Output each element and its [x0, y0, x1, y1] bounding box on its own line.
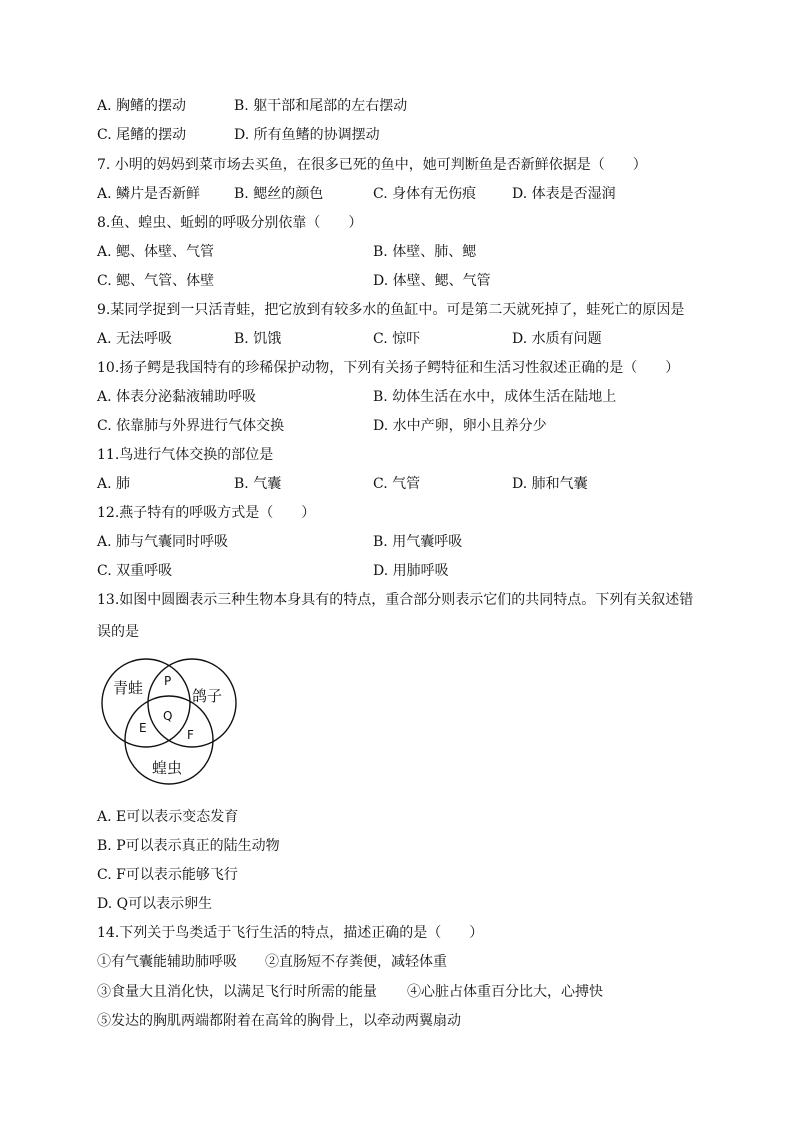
q12-option-d: D. 用肺呼吸 [373, 563, 449, 579]
venn-label-f: F [187, 728, 194, 742]
q7-option-d: D. 体表是否湿润 [512, 186, 616, 202]
q8-stem: 8.鱼、蝗虫、蚯蚓的呼吸分别依靠（ ） [97, 215, 363, 231]
q8-option-a: A. 鳃、体壁、气管 [97, 244, 215, 260]
q12-option-a: A. 肺与气囊同时呼吸 [97, 534, 229, 550]
q14-item-1: ①有气囊能辅助肺呼吸 [97, 954, 237, 970]
q13-stem-line1: 13.如图中圆圈表示三种生物本身具有的特点，重合部分则表示它们的共同特点。下列有关叙述错 [97, 592, 694, 608]
q12-stem: 12.燕子特有的呼吸方式是（ ） [97, 505, 316, 521]
q9-stem: 9.某同学捉到一只活青蛙，把它放到有较多水的鱼缸中。可是第二天就死掉了，蛙死亡的原因是 [97, 302, 685, 318]
q10-option-b: B. 幼体生活在水中，成体生活在陆地上 [373, 389, 617, 405]
q6-option-a: A. 胸鳍的摆动 [97, 98, 187, 114]
q9-option-c: C. 惊吓 [373, 331, 421, 347]
q7-option-b: B. 鳃丝的颜色 [234, 186, 324, 202]
venn-label-q: Q [163, 709, 173, 723]
q10-option-c: C. 依靠肺与外界进行气体交换 [97, 418, 285, 434]
q14-item-4: ④心脏占体重百分比大，心搏快 [407, 984, 603, 1000]
q12-option-b: B. 用气囊呼吸 [373, 534, 463, 550]
venn-label-p: P [164, 674, 172, 688]
q13-option-b: B. P可以表示真正的陆生动物 [97, 838, 280, 854]
q12-option-c: C. 双重呼吸 [97, 563, 173, 579]
q11-stem: 11.鸟进行气体交换的部位是 [97, 447, 274, 463]
q13-option-c: C. F可以表示能够飞行 [97, 867, 238, 883]
q14-item-5: ⑤发达的胸肌两端都附着在高耸的胸骨上，以牵动两翼扇动 [97, 1013, 461, 1029]
q9-option-b: B. 饥饿 [234, 331, 282, 347]
q10-option-a: A. 体表分泌黏液辅助呼吸 [97, 389, 257, 405]
q14-stem: 14.下列关于鸟类适于飞行生活的特点，描述正确的是（ ） [97, 925, 484, 941]
q13-stem-line2: 误的是 [97, 624, 139, 640]
q7-stem: 7. 小明的妈妈到菜市场去买鱼，在很多已死的鱼中，她可判断鱼是否新鲜依据是（ ） [97, 157, 647, 173]
q8-option-b: B. 体壁、肺、鳃 [373, 244, 477, 260]
q6-option-c: C. 尾鳍的摆动 [97, 127, 187, 143]
venn-label-frog: 青蛙 [113, 679, 144, 697]
q6-option-b: B. 躯干部和尾部的左右摆动 [234, 98, 408, 114]
q14-item-2: ②直肠短不存粪便，减轻体重 [265, 954, 447, 970]
venn-label-pigeon: 鸽子 [192, 687, 223, 705]
venn-label-locust: 蝗虫 [152, 759, 183, 777]
q10-option-d: D. 水中产卵，卵小且养分少 [373, 418, 547, 434]
q13-option-a: A. E可以表示变态发育 [97, 809, 239, 825]
q9-option-a: A. 无法呼吸 [97, 331, 173, 347]
q7-option-a: A. 鳞片是否新鲜 [97, 186, 201, 202]
q8-option-c: C. 鳃、气管、体壁 [97, 273, 215, 289]
q13-option-d: D. Q可以表示卵生 [97, 896, 213, 912]
q11-option-b: B. 气囊 [234, 476, 282, 492]
q11-option-c: C. 气管 [373, 476, 421, 492]
q6-option-d: D. 所有鱼鳍的协调摆动 [234, 127, 380, 143]
q11-option-d: D. 肺和气囊 [512, 476, 588, 492]
q14-item-3: ③食量大且消化快，以满足飞行时所需的能量 [97, 984, 377, 1000]
q11-option-a: A. 肺 [97, 476, 131, 492]
venn-diagram [100, 655, 240, 790]
q9-option-d: D. 水质有问题 [512, 331, 602, 347]
q10-stem: 10.扬子鳄是我国特有的珍稀保护动物，下列有关扬子鳄特征和生活习性叙述正确的是（ ） [97, 360, 680, 376]
venn-label-e: E [139, 721, 147, 735]
q7-option-c: C. 身体有无伤痕 [373, 186, 477, 202]
q8-option-d: D. 体壁、鳃、气管 [373, 273, 491, 289]
